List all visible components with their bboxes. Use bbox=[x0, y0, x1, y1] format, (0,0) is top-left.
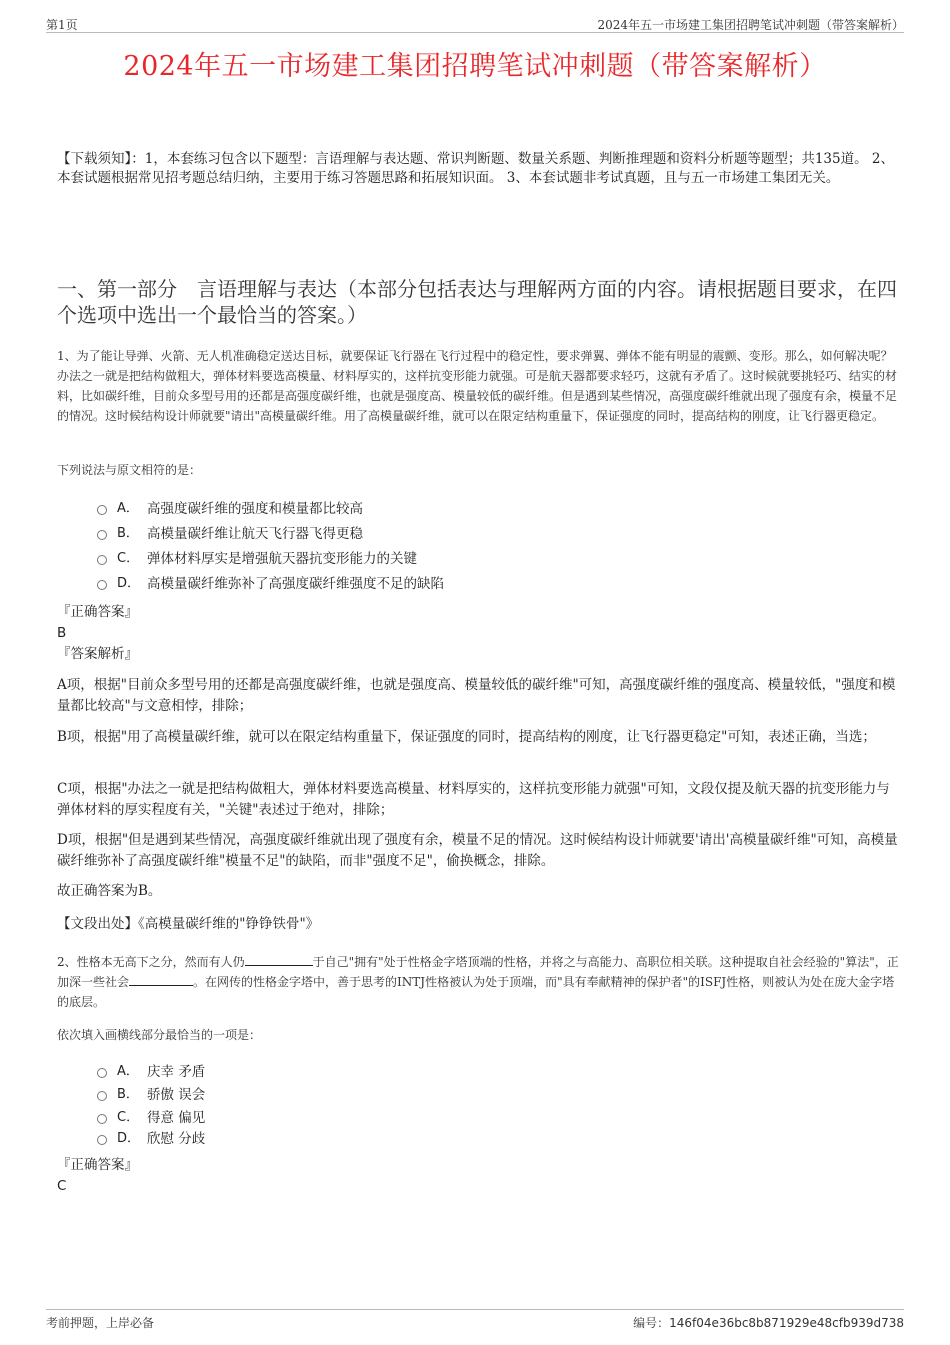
question-1-option-c[interactable]: C． 弹体材料厚实是增强航天器抗变形能力的关键 bbox=[97, 544, 444, 569]
question-1-option-a[interactable]: A． 高强度碳纤维的强度和模量都比较高 bbox=[97, 494, 444, 519]
analysis-d: D项，根据"但是遇到某些情况，高强度碳纤维就出现了强度有余，模量不足的情况。这时候结构设计师就要'请出'高模量碳纤维"可知，高模量碳纤维弥补了高强度碳纤维"模量不足"的缺陷，而非"强度不足"，偷换概念，排除。 bbox=[57, 832, 898, 869]
blank-1[interactable] bbox=[245, 952, 313, 966]
analysis-label: 『答案解析』 bbox=[57, 646, 138, 662]
question-2-prompt: 依次填入画横线部分最恰当的一项是： bbox=[57, 1028, 262, 1042]
analysis-conclusion: 故正确答案为B。 bbox=[57, 883, 162, 899]
answer-label: 『正确答案』 bbox=[57, 604, 138, 620]
question-1-option-d[interactable]: D． 高模量碳纤维弥补了高强度碳纤维强度不足的缺陷 bbox=[97, 569, 444, 594]
document-title: 2024年五一市场建工集团招聘笔试冲刺题（带答案解析） bbox=[123, 51, 827, 82]
radio-icon[interactable] bbox=[97, 1068, 107, 1078]
source-note: 【文段出处】《高模量碳纤维的"铮铮铁骨"》 bbox=[57, 916, 320, 932]
question-1-option-b[interactable]: B． 高模量碳纤维让航天飞行器飞得更稳 bbox=[97, 519, 444, 544]
page-number: 第1页 bbox=[46, 18, 78, 32]
footer-slogan: 考前押题，上岸必备 bbox=[46, 1316, 155, 1330]
blank-2[interactable] bbox=[129, 972, 193, 986]
question-2-option-a[interactable]: A． 庆幸 矛盾 bbox=[97, 1058, 205, 1081]
download-notice: 【下载须知】：1，本套练习包含以下题型：言语理解与表达题、常识判断题、数量关系题、判断推理题和资料分析题等题型；共135道。 2、本套试题根据常见招考题总结归纳，主要用于练习答题思路和拓展知识面。 3、本套试题非考试真题，且与五一市场建工集团无关。 bbox=[57, 151, 894, 186]
radio-icon[interactable] bbox=[97, 1091, 107, 1101]
radio-icon[interactable] bbox=[97, 555, 107, 565]
question-2-option-b[interactable]: B． 骄傲 误会 bbox=[97, 1081, 205, 1104]
question-1-prompt: 下列说法与原文相符的是： bbox=[57, 463, 202, 477]
analysis-b: B项，根据"用了高模量碳纤维，就可以在限定结构重量下，保证强度的同时，提高结构的刚度，让飞行器更稳定"可知，表述正确，当选； bbox=[57, 729, 876, 745]
answer-label: 『正确答案』 bbox=[57, 1157, 138, 1173]
radio-icon[interactable] bbox=[97, 1135, 107, 1145]
question-1-answer-block bbox=[57, 602, 138, 665]
radio-icon[interactable] bbox=[97, 530, 107, 540]
question-2-option-c[interactable]: C． 得意 偏见 bbox=[97, 1104, 205, 1127]
page-footer bbox=[46, 1309, 904, 1330]
section-heading: 一、第一部分 言语理解与表达（本部分包括表达与理解两方面的内容。请根据题目要求，在四个选项中选出一个最恰当的答案。） bbox=[57, 277, 897, 327]
question-1-stem: 1、为了能让导弹、火箭、无人机准确稳定送达目标，就要保证飞行器在飞行过程中的稳定性，要求弹翼、弹体不能有明显的震颤、变形。那么，如何解决呢？办法之一就是把结构做粗大，弹体材料要选高模量、材料厚实的，这样抗变形能力就强。可是航天器都要求轻巧，这就有矛盾了。这时候就要挑轻巧、结实的材料，比如碳纤维，目前众多型号用的还都是高强度碳纤维，也就是强度高、模量较低的碳纤维。但是遇到某些情况，高强度碳纤维就出现了强度有余，模量不足的情况。这时候结构设计师就要"请出"高模量碳纤维。用了高模量碳纤维，就可以在限定结构重量下，保证强度的同时，提高结构的刚度，让飞行器更稳定。 bbox=[57, 349, 898, 423]
radio-icon[interactable] bbox=[97, 1114, 107, 1124]
radio-icon[interactable] bbox=[97, 580, 107, 590]
answer-value: C bbox=[57, 1178, 67, 1194]
question-2-stem: 2、性格本无高下之分，然而有人仍 于自己"拥有"处于性格金字塔顶端的性格，并将之与高能力、高职位相关联。这种提取自社会经验的"算法"，正加深一些社会 。在网传的性格金字塔中，善于思考的INTJ性格被认为处于顶端，而"具有奉献精神的保护者"的ISFJ性格，则被认为处在庞大金字塔的底层。 bbox=[57, 952, 900, 1012]
header-doc-title: 2024年五一市场建工集团招聘笔试冲刺题（带答案解析） bbox=[597, 18, 904, 32]
analysis-a: A项，根据"目前众多型号用的还都是高强度碳纤维，也就是强度高、模量较低的碳纤维"可知，高强度碳纤维的强度高、模量较低，"强度和模量都比较高"与文意相悖，排除； bbox=[57, 677, 896, 714]
answer-value: B bbox=[57, 625, 67, 641]
radio-icon[interactable] bbox=[97, 505, 107, 515]
question-2-answer-block bbox=[57, 1155, 138, 1197]
footer-code: 编号：146f04e36bc8b871929e48cfb939d738 bbox=[633, 1316, 904, 1330]
analysis-c: C项，根据"办法之一就是把结构做粗大，弹体材料要选高模量、材料厚实的，这样抗变形能力就强"可知，文段仅提及航天器的抗变形能力与弹体材料的厚实程度有关，"关键"表述过于绝对，排除； bbox=[57, 781, 890, 818]
question-1-options bbox=[97, 494, 444, 594]
page-header bbox=[46, 14, 904, 33]
question-2-option-d[interactable]: D． 欣慰 分歧 bbox=[97, 1127, 205, 1146]
question-2-options bbox=[97, 1058, 205, 1146]
